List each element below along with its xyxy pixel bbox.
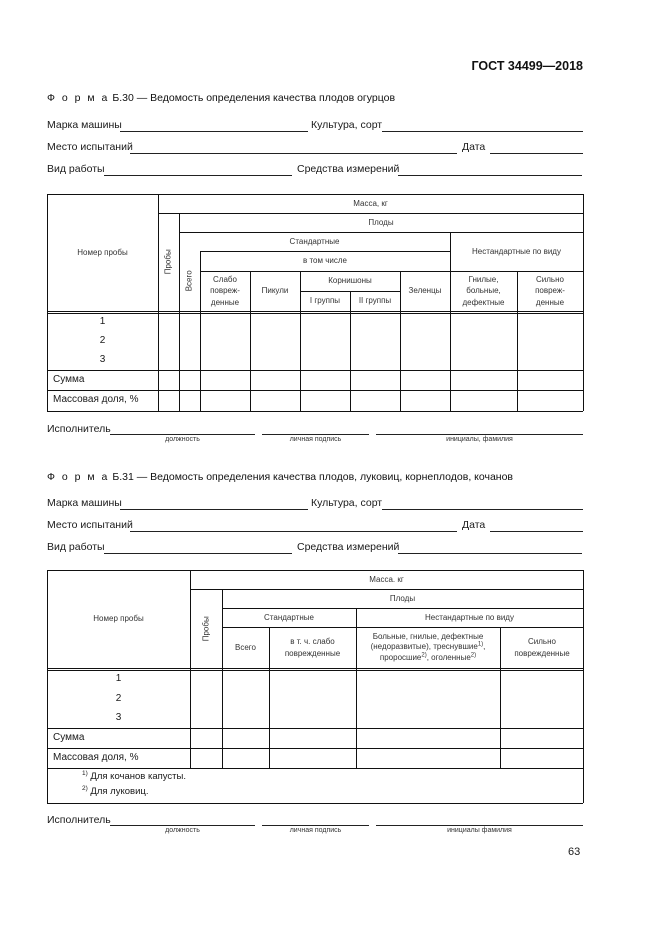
form-title-text: Б.30 — Ведомость определения качества плодов огурцов (112, 92, 396, 104)
form-b31-title (47, 471, 513, 483)
caption-name: инициалы, фамилия (446, 436, 513, 443)
executor-name-field[interactable] (376, 434, 583, 435)
header-gherkins: Корнишоны (328, 276, 372, 286)
header-total (179, 251, 200, 311)
header-sick-line2-text: (недоразвитые), треснувшие (370, 642, 478, 652)
header-group1: I группы (309, 296, 341, 306)
measure-field[interactable] (398, 175, 582, 176)
work-field[interactable] (104, 553, 292, 554)
executor-name-field[interactable] (376, 825, 583, 826)
header-samples-text: Пробы (163, 249, 173, 275)
header-total: Всего (235, 642, 256, 652)
machine-label: Марка машины (47, 119, 122, 131)
work-label: Вид работы (47, 541, 105, 553)
executor-label: Исполнитель (47, 814, 111, 826)
header-sick-line2: (недоразвитые), треснувшие$^{1)}$, (370, 641, 486, 652)
header-mass: Масса, кг (353, 198, 388, 208)
caption-name: инициалы фамилия (447, 827, 512, 834)
header-sick-line3a: проросшие (379, 652, 422, 662)
culture-label: Культура, сорт (311, 119, 383, 131)
culture-field[interactable] (382, 131, 583, 132)
footnote-1-text: Для кочанов капусты. (90, 771, 186, 782)
work-field[interactable] (104, 175, 292, 176)
page-number: 63 (568, 846, 581, 858)
machine-field[interactable] (120, 509, 308, 510)
form-prefix: Ф о р м а (47, 92, 110, 104)
executor-signature-field[interactable] (262, 434, 369, 435)
footnote-ref-1: 1) (477, 641, 484, 648)
form-b30-title (47, 92, 395, 104)
executor-signature-field[interactable] (262, 825, 369, 826)
footnote-1 (82, 771, 186, 782)
place-field[interactable] (130, 153, 457, 154)
header-samples (158, 213, 179, 311)
header-heavily-damaged: Сильно поврежденные (514, 636, 570, 658)
header-sample-number: Номер пробы (93, 614, 144, 624)
header-nonstandard: Нестандартные по виду (425, 612, 514, 622)
header-incl-slightly-damaged: в т. ч. слабо поврежденные (284, 636, 341, 658)
row-sample-2: 2 (99, 335, 106, 347)
row-mass-fraction: Массовая доля, % (53, 751, 139, 763)
header-total-text: Всего (184, 270, 194, 292)
row-sample-1: 1 (115, 673, 122, 685)
header-samples (190, 589, 222, 668)
header-samples-text: Пробы (201, 616, 211, 641)
header-greens: Зеленцы (408, 286, 442, 296)
row-sample-3: 3 (115, 712, 122, 724)
work-label: Вид работы (47, 163, 105, 175)
header-nonstandard: Нестандартные по виду (472, 246, 561, 256)
executor-position-field[interactable] (110, 434, 255, 435)
date-label: Дата (462, 141, 486, 153)
caption-position: должность (165, 827, 200, 834)
row-sample-2: 2 (115, 692, 122, 704)
caption-signature: личная подпись (289, 436, 342, 443)
measure-label: Средства измерений (297, 541, 400, 553)
place-label: Место испытаний (47, 519, 133, 531)
executor-position-field[interactable] (110, 825, 255, 826)
machine-label: Марка машины (47, 497, 122, 509)
header-sick-line1: Больные, гнилые, дефектные (372, 631, 484, 641)
header-sick-line3b: , оголенные (426, 652, 471, 662)
form-prefix: Ф о р м а (47, 471, 110, 483)
header-group2: II группы (358, 296, 392, 306)
caption-position: должность (165, 436, 200, 443)
header-standard: Стандартные (289, 236, 340, 246)
machine-field[interactable] (120, 131, 308, 132)
header-fruits: Плоды (389, 593, 416, 603)
executor-label: Исполнитель (47, 423, 111, 435)
footnote-2-mark: 2) (82, 784, 88, 792)
culture-label: Культура, сорт (311, 497, 383, 509)
date-field[interactable] (490, 531, 583, 532)
header-heavily-damaged: Сильно повреж- денные (535, 274, 565, 307)
measure-label: Средства измерений (297, 163, 400, 175)
place-label: Место испытаний (47, 141, 133, 153)
header-sick-defective (356, 627, 500, 668)
row-sample-3: 3 (99, 354, 106, 366)
header-mass: Масса. кг (369, 574, 404, 584)
row-sum: Сумма (53, 373, 85, 385)
standard-number: ГОСТ 34499—2018 (471, 59, 583, 73)
row-sample-1: 1 (99, 316, 106, 328)
caption-signature: личная подпись (289, 827, 342, 834)
header-sample-number: Номер пробы (77, 247, 128, 257)
footnote-ref-2: 2) (421, 652, 427, 659)
form-title-text: Б.31 — Ведомость определения качества плодов, луковиц, корнеплодов, кочанов (112, 471, 513, 483)
header-slightly-damaged: Слабо повреж- денные (210, 274, 240, 307)
header-rotten: Гнилые, больные, дефектные (462, 274, 505, 307)
header-pickles: Пикули (261, 286, 289, 296)
row-sum: Сумма (53, 731, 85, 743)
culture-field[interactable] (382, 509, 583, 510)
date-field[interactable] (490, 153, 583, 154)
header-including: в том числе (303, 256, 347, 266)
row-mass-fraction: Массовая доля, % (53, 394, 139, 406)
footnote-1-mark: 1) (82, 769, 88, 777)
measure-field[interactable] (398, 553, 582, 554)
footnote-2 (82, 786, 148, 797)
footnote-2-text: Для луковиц. (90, 786, 149, 797)
date-label: Дата (462, 519, 486, 531)
footnote-ref-2b: 2) (470, 652, 477, 659)
place-field[interactable] (130, 531, 457, 532)
header-sick-line3 (380, 653, 476, 663)
header-fruits: Плоды (368, 217, 394, 227)
header-standard: Стандартные (264, 612, 314, 622)
